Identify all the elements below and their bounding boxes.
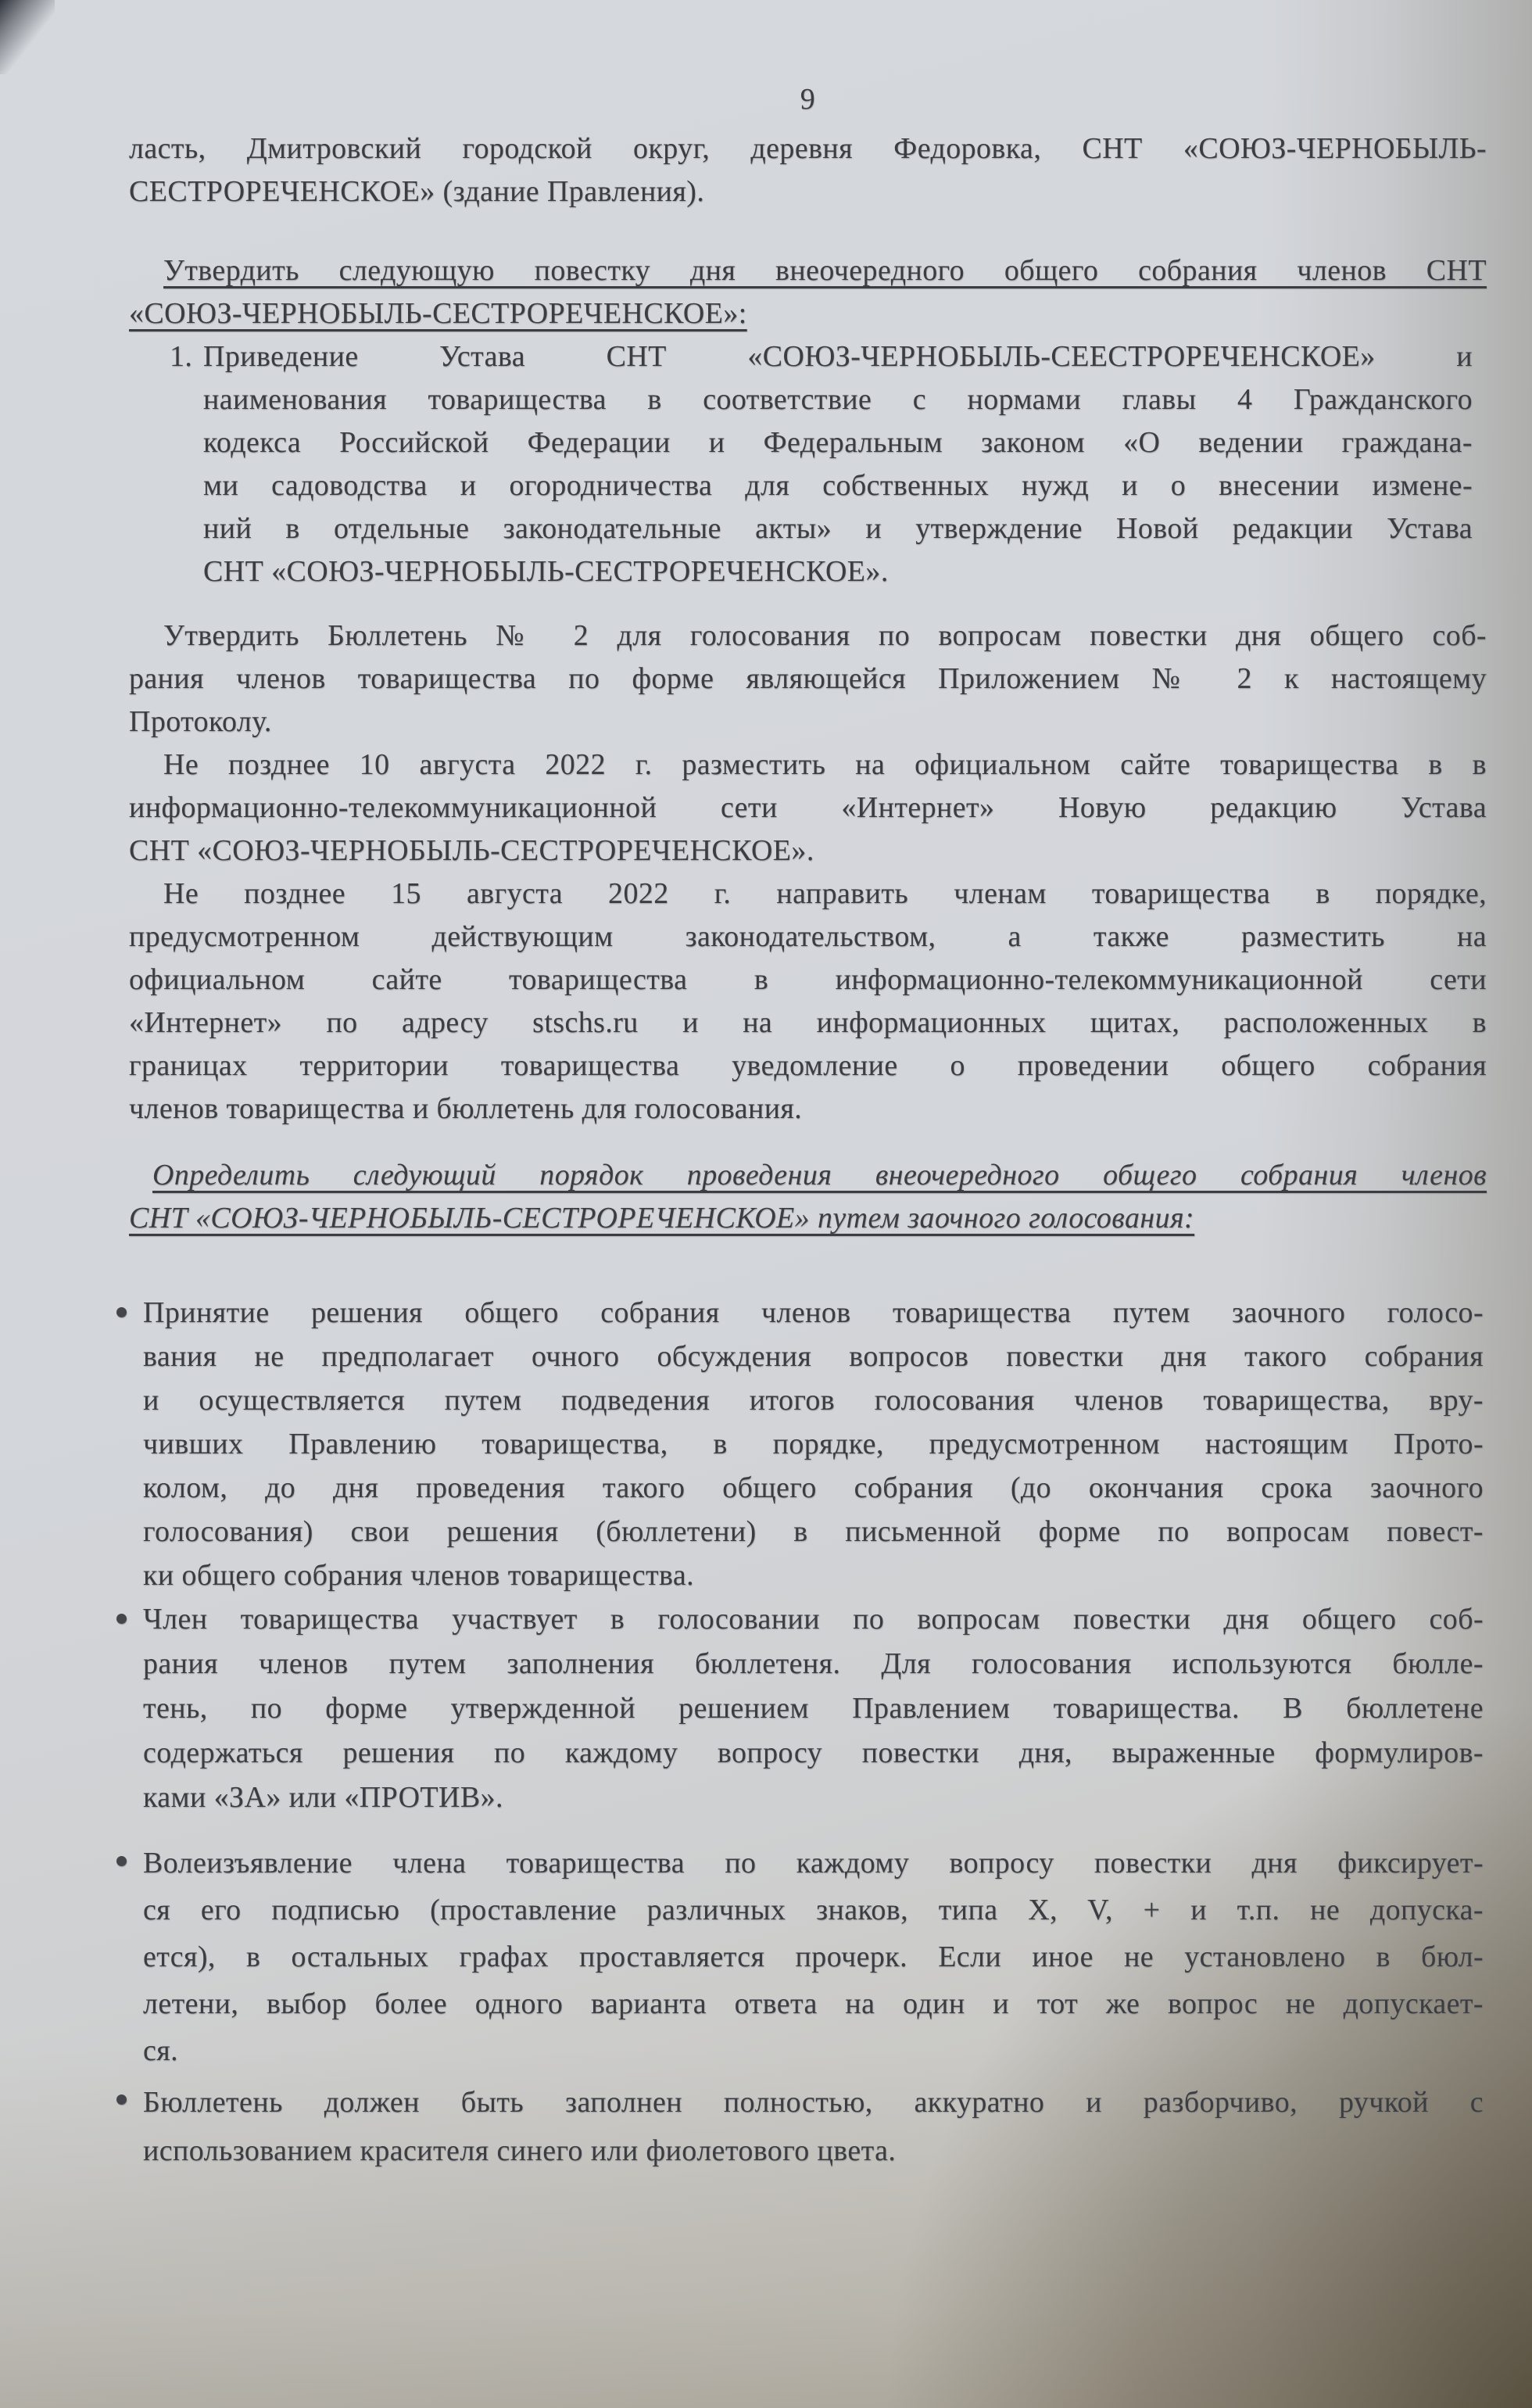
text-line: вания не предполагает очного обсуждения вопросов повестки дня такого собрания [143, 1340, 1484, 1373]
bullet-item-ink-color [129, 2078, 1487, 2175]
photo-corner-shadow [0, 0, 55, 74]
text-line: наименования товарищества в соответствие с нормами главы 4 Гражданского [203, 383, 1473, 416]
bullet-item-absentee-voting [129, 1291, 1487, 1597]
bullet-text [143, 1291, 1484, 1597]
text-line: Протоколу. [129, 705, 272, 738]
text-line: «СОЮЗ-ЧЕРНОБЫЛЬ-СЕСТРОРЕЧЕНСКОЕ»: [129, 297, 747, 330]
text-line: СЕСТРОРЕЧЕНСКОЕ» (здание Правления). [129, 175, 705, 208]
bullet-icon [116, 1307, 127, 1317]
text-line: летени, выбор более одного варианта ответа на один и тот же вопрос не допускает- [143, 1987, 1484, 2020]
procedure-bullet-list [129, 1291, 1487, 2175]
agenda-item-text [203, 335, 1473, 593]
text-line: информационно-телекоммуникационной сети «Интернет» Новую редакцию Устава [129, 791, 1487, 824]
text-line: членов товарищества и бюллетень для голосования. [129, 1092, 803, 1125]
text-line: и осуществляется путем подведения итогов голосования членов товарищества, вру- [143, 1384, 1484, 1417]
text-line: Утвердить Бюллетень № 2 для голосования по вопросам повестки дня общего соб- [163, 619, 1487, 652]
text-line: ся его подписью (проставление различных знаков, типа X, V, + и т.п. не допуска- [143, 1894, 1484, 1926]
text-line: ками «ЗА» или «ПРОТИВ». [143, 1781, 503, 1814]
text-line: СНТ «СОЮЗ-ЧЕРНОБЫЛЬ-СЕСТРОРЕЧЕНСКОЕ». [203, 555, 889, 588]
page-number: 9 [800, 83, 816, 116]
text-line: голосования) свои решения (бюллетени) в письменной форме по вопросам повест- [143, 1515, 1484, 1548]
text-line: тень, по форме утвержденной решением Правлением товарищества. В бюллетене [143, 1692, 1484, 1725]
bullet-text [143, 1597, 1484, 1820]
text-line: Принятие решения общего собрания членов товарищества путем заочного голосо- [143, 1296, 1484, 1329]
heading-voting-procedure [129, 1154, 1487, 1240]
text-line: чивших Правлению товарищества, в порядке, предусмотренном настоящим Прото- [143, 1428, 1484, 1460]
bullet-item-ballot-filling [129, 1597, 1487, 1820]
agenda-item-number: 1. [170, 340, 193, 373]
text-line: Не позднее 10 августа 2022 г. разместить на официальном сайте товарищества в в [163, 748, 1487, 781]
text-line: официальном сайте товарищества в информационно-телекоммуникационной сети [129, 963, 1487, 996]
text-line: содержаться решения по каждому вопросу повестки дня, выраженные формулиров- [143, 1736, 1484, 1769]
text-line: СНТ «СОЮЗ-ЧЕРНОБЫЛЬ-СЕСТРОРЕЧЕНСКОЕ». [129, 834, 814, 867]
text-line: ки общего собрания членов товарищества. [143, 1559, 695, 1592]
bullet-icon [116, 1856, 127, 1866]
paragraph-approve-bulletin [129, 615, 1487, 744]
text-line: колом, до дня проведения такого общего собрания (до окончания срока заочного [143, 1471, 1484, 1504]
text-line: «Интернет» по адресу stschs.ru и на информационных щитах, расположенных в [129, 1006, 1487, 1039]
text-line: Утвердить следующую повестку дня внеочередного общего собрания членов СНТ [163, 254, 1487, 287]
text-line: ласть, Дмитровский городской округ, деревня Федоровка, СНТ «СОЮЗ-ЧЕРНОБЫЛЬ- [129, 132, 1487, 165]
bullet-item-signature-rule [129, 1840, 1487, 2074]
paragraph-deadline-aug15 [129, 873, 1487, 1131]
text-line: ний в отдельные законодательные акты» и утверждение Новой редакции Устава [203, 512, 1473, 545]
text-line: ется), в остальных графах проставляется прочерк. Если иное не установлено в бюл- [143, 1940, 1484, 1973]
bullet-icon [116, 1614, 127, 1624]
text-line: Приведение Устава СНТ «СОЮЗ-ЧЕРНОБЫЛЬ-СЕЕСТРОРЕЧЕНСКОЕ» и [203, 340, 1473, 373]
text-line: границах территории товарищества уведомление о проведении общего собрания [129, 1049, 1487, 1082]
text-line: СНТ «СОЮЗ-ЧЕРНОБЫЛЬ-СЕСТРОРЕЧЕНСКОЕ» путем заочного голосования: [129, 1202, 1195, 1234]
text-line: Член товарищества участвует в голосовании по вопросам повестки дня общего соб- [143, 1603, 1484, 1636]
text-line: использованием красителя синего или фиолетового цвета. [143, 2134, 897, 2167]
paragraph-deadline-aug10 [129, 744, 1487, 873]
text-line: рания членов путем заполнения бюллетеня. Для голосования используются бюлле- [143, 1647, 1484, 1680]
text-line: кодекса Российской Федерации и Федеральным законом «О ведении граждана- [203, 426, 1473, 459]
bullet-text [143, 1840, 1484, 2074]
text-line: Не позднее 15 августа 2022 г. направить членам товарищества в порядке, [163, 877, 1487, 910]
text-line: Бюллетень должен быть заполнен полностью, аккуратно и разборчиво, ручкой с [143, 2086, 1484, 2119]
page-content [129, 78, 1487, 2175]
text-line: Определить следующий порядок проведения внеочередного общего собрания членов [152, 1159, 1487, 1191]
text-line: Волеизъявление члена товарищества по каждому вопросу повестки дня фиксирует- [143, 1847, 1484, 1879]
bullet-icon [116, 2094, 127, 2105]
text-line: ся. [143, 2034, 179, 2067]
paragraph-location-continuation [129, 127, 1487, 213]
heading-approve-agenda [129, 249, 1487, 335]
text-line: ми садоводства и огородничества для собственных нужд и о внесении измене- [203, 469, 1473, 502]
text-line: рания членов товарищества по форме являющейся Приложением № 2 к настоящему [129, 662, 1487, 695]
text-line: предусмотренном действующим законодательством, а также разместить на [129, 920, 1487, 953]
agenda-item-1 [129, 335, 1487, 593]
bullet-text [143, 2078, 1484, 2175]
